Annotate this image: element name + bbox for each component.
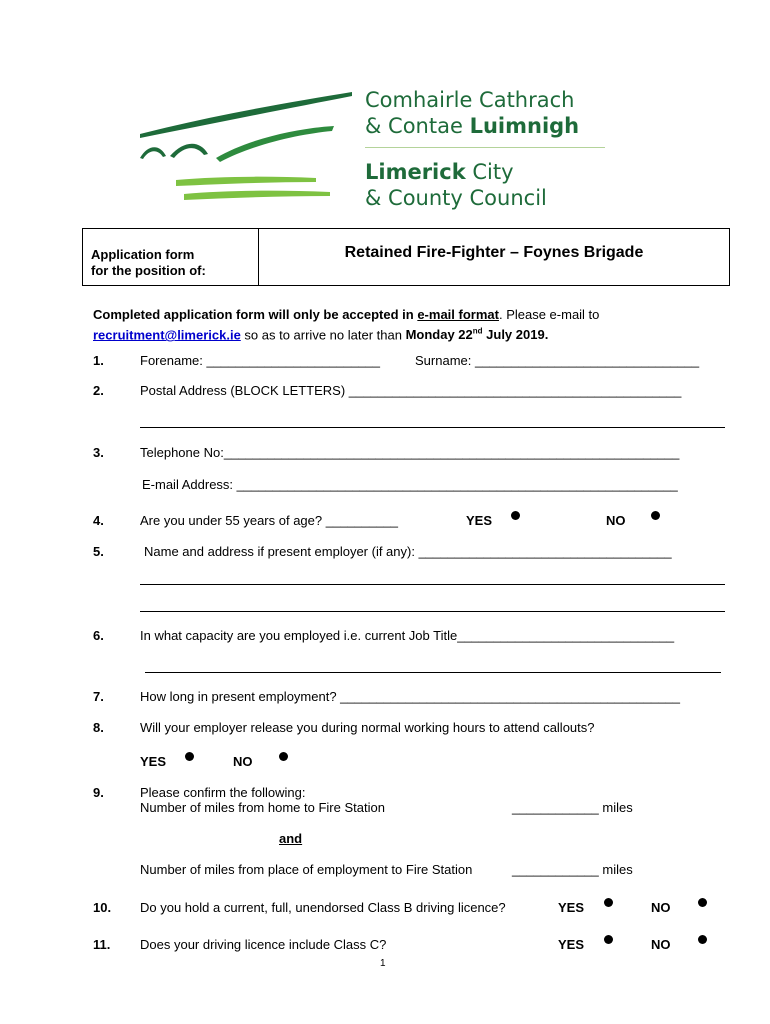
position-title-box (82, 228, 730, 286)
q8-number: 8. (93, 720, 104, 735)
class-c-yes-bullet-icon[interactable] (604, 935, 613, 944)
telephone-field[interactable]: Telephone No:_______________________________________________________________ (140, 445, 680, 460)
page-number: 1 (380, 958, 386, 969)
logo-text-line3: Limerick City (365, 160, 514, 184)
release-yes-label: YES (140, 754, 167, 769)
class-b-no-label: NO (651, 900, 671, 915)
class-b-yes-label: YES (558, 900, 585, 915)
council-logo-mark (130, 80, 370, 220)
q10-number: 10. (93, 900, 112, 915)
submission-instructions: Completed application form will only be accepted in e-mail format. Please e-mail to recruitment@limerick.ie so as to arrive no later than Monday 22nd July 2019. (93, 307, 600, 343)
logo-divider (365, 147, 605, 148)
q4-number: 4. (93, 513, 104, 528)
class-b-no-bullet-icon[interactable] (698, 898, 707, 907)
employment-length-field[interactable]: How long in present employment? _______________________________________________ (140, 689, 680, 704)
job-title-field[interactable]: In what capacity are you employed i.e. current Job Title______________________________ (140, 628, 675, 643)
q2-number: 2. (93, 383, 104, 398)
email-address-field[interactable]: E-mail Address: _____________________________________________________________ (142, 477, 678, 492)
class-c-no-label: NO (651, 937, 671, 952)
employer-line-3[interactable] (140, 611, 725, 612)
release-yes-bullet-icon[interactable] (185, 752, 194, 761)
age-no-label: NO (606, 513, 626, 528)
confirm-following-label: Please confirm the following: (140, 785, 306, 800)
miles-employment-label: Number of miles from place of employment to Fire Station (140, 862, 473, 877)
logo-text-line4: & County Council (365, 186, 547, 210)
class-c-licence-question: Does your driving licence include Class C? (140, 937, 387, 952)
q11-number: 11. (93, 937, 111, 952)
forename-field[interactable]: Forename: ________________________ (140, 353, 380, 368)
q9-number: 9. (93, 785, 104, 800)
position-title: Retained Fire-Fighter – Foynes Brigade (344, 244, 644, 261)
class-b-yes-bullet-icon[interactable] (604, 898, 613, 907)
q7-number: 7. (93, 689, 104, 704)
logo-text-line2: & Contae Luimnigh (365, 114, 580, 138)
surname-field[interactable]: Surname: _______________________________ (415, 353, 700, 368)
employer-line-2[interactable] (140, 584, 725, 585)
employer-release-question: Will your employer release you during normal working hours to attend callouts? (140, 720, 595, 735)
q3-number: 3. (93, 445, 104, 460)
class-b-licence-question: Do you hold a current, full, unendorsed Class B driving licence? (140, 900, 506, 915)
age-yes-label: YES (466, 513, 493, 528)
logo-text-line1: Comhairle Cathrach (365, 88, 575, 112)
miles-home-field[interactable]: ____________ miles (512, 800, 633, 815)
release-no-bullet-icon[interactable] (279, 752, 288, 761)
employer-field[interactable]: Name and address if present employer (if any): ___________________________________ (144, 544, 672, 559)
postal-address-line-2[interactable] (140, 427, 725, 428)
age-yes-bullet-icon[interactable] (511, 511, 520, 520)
class-c-no-bullet-icon[interactable] (698, 935, 707, 944)
age-question[interactable]: Are you under 55 years of age? __________ (140, 513, 399, 528)
and-label: and (279, 831, 303, 846)
postal-address-field[interactable]: Postal Address (BLOCK LETTERS) ______________________________________________ (140, 383, 682, 398)
age-no-bullet-icon[interactable] (651, 511, 660, 520)
release-no-label: NO (233, 754, 253, 769)
miles-home-label: Number of miles from home to Fire Station (140, 800, 385, 815)
job-title-line-2[interactable] (145, 672, 721, 673)
q1-number: 1. (93, 353, 104, 368)
recruitment-email-link[interactable]: recruitment@limerick.ie (93, 327, 241, 343)
application-form-label: Application form for the position of: (83, 229, 259, 285)
q5-number: 5. (93, 544, 104, 559)
class-c-yes-label: YES (558, 937, 585, 952)
q6-number: 6. (93, 628, 104, 643)
miles-employment-field[interactable]: ____________ miles (512, 862, 633, 877)
